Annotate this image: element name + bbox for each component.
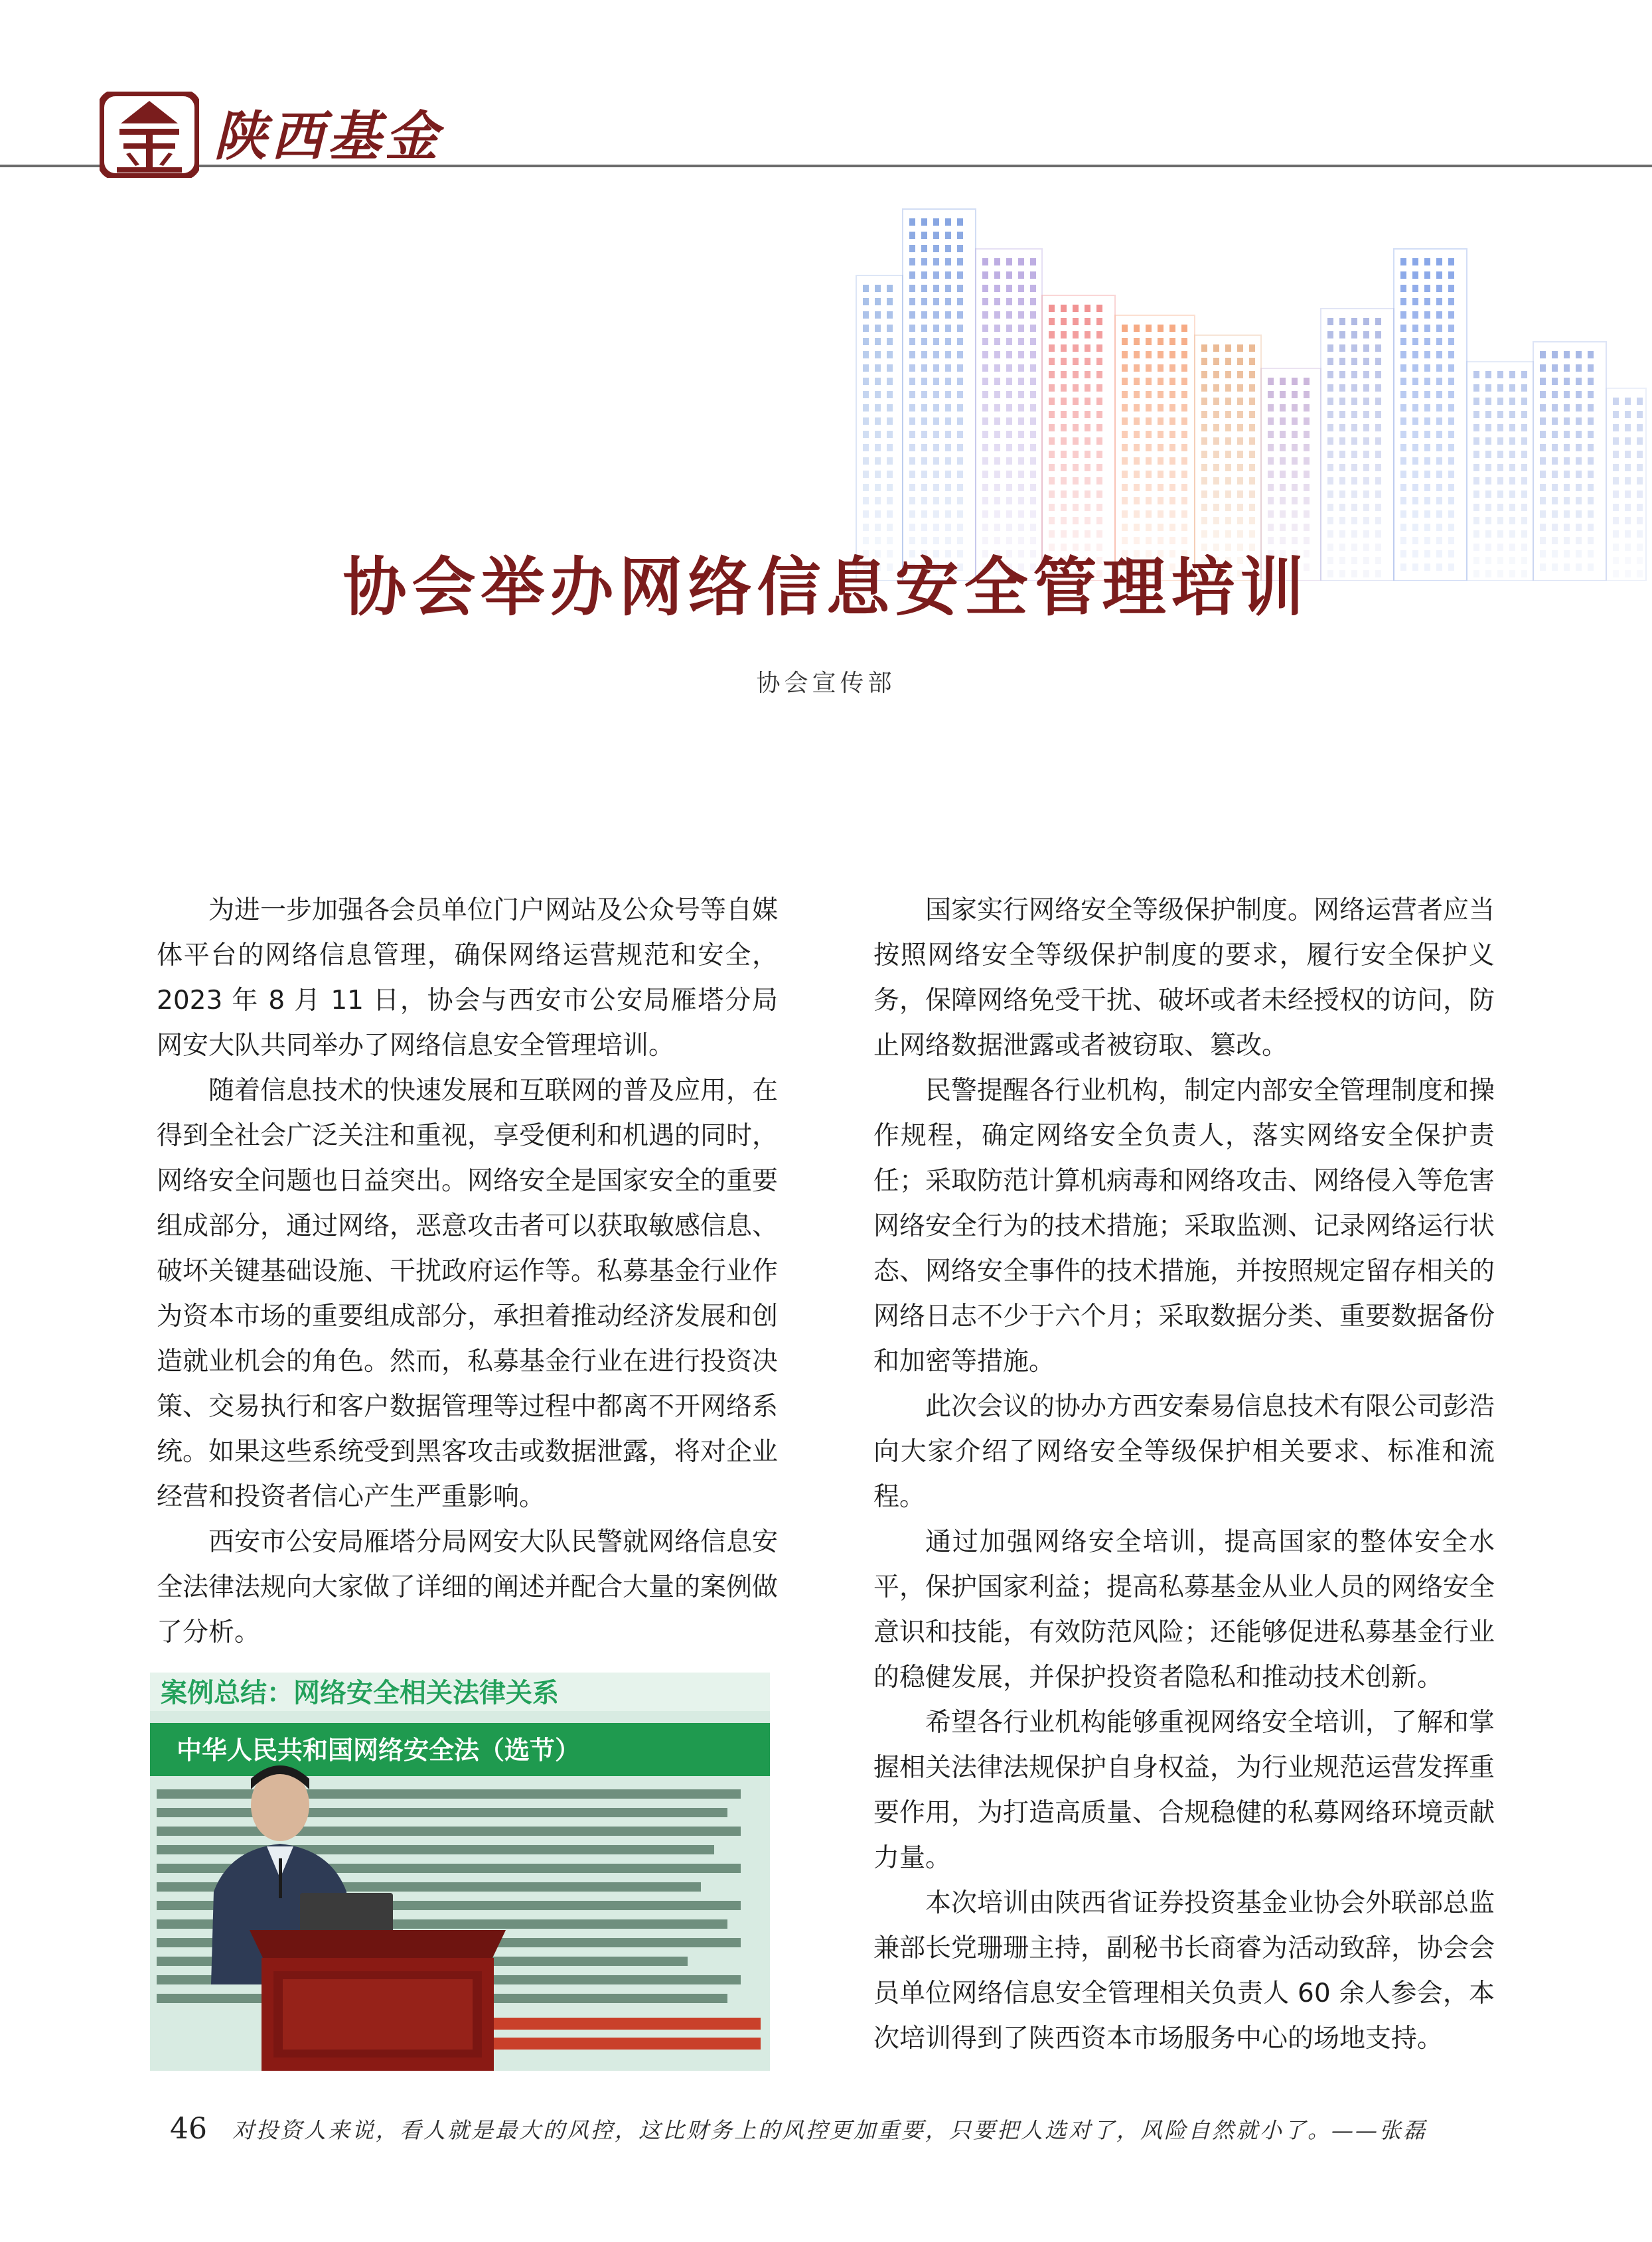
paragraph: 国家实行网络安全等级保护制度。网络运营者应当按照网络安全等级保护制度的要求，履行安全保护义务，保障网络免受干扰、破坏或者未经授权的访问，防止网络数据泄露或者被窃取、篡改。 [873,895,1495,1061]
paragraph: 民警提醒各行业机构，制定内部安全管理制度和操作规程，确定网络安全负责人，落实网络安全保护责任；采取防范计算机病毒和网络攻击、网络侵入等危害网络安全行为的技术措施；采取监测、记录网络运行状态、网络安全事件的技术措施，并按照规定留存相关的网络日志不少于六个月；采取数据分类、重要数据备份和加密等措施。 [873,1076,1495,1377]
left-column [157,888,778,1655]
training-photo [150,1673,770,2071]
skyline-building [856,275,903,581]
skyline-building [1394,249,1467,581]
magazine-name: 陕西基金 [214,105,442,167]
skyline-building [1115,315,1195,581]
skyline-building [976,249,1042,581]
magazine-logo-emblem [100,92,199,178]
paragraph: 为进一步加强各会员单位门户网站及公众号等自媒体平台的网络信息管理，确保网络运营规范和安全，2023 年 8 月 11 日，协会与西安市公安局雁塔分局网安大队共同举办了网络信息安全管理培训。 [157,895,779,1061]
footer-quote: 对投资人来说，看人就是最大的风控，这比财务上的风控更加重要，只要把人选对了，风险自然就小了。——张磊 [232,2117,1427,2143]
paragraph: 本次培训由陕西省证券投资基金业协会外联部总监兼部长党珊珊主持，副秘书长商睿为活动致辞，协会会员单位网络信息安全管理相关负责人 60 余人参会，本次培训得到了陕西资本市场服务中心的场地支持。 [873,1888,1495,2054]
paragraph: 通过加强网络安全培训，提高国家的整体安全水平，保护国家利益；提高私募基金从业人员的网络安全意识和技能，有效防范风险；还能够促进私募基金行业的稳健发展，并保护投资者隐私和推动技术创新。 [873,1527,1495,1692]
page-number: 46 [170,2112,207,2146]
paragraph: 随着信息技术的快速发展和互联网的普及应用，在得到全社会广泛关注和重视，享受便利和机遇的同时，网络安全问题也日益突出。网络安全是国家安全的重要组成部分，通过网络，恶意攻击者可以获取敏感信息、破坏关键基础设施、干扰政府运作等。私募基金行业作为资本市场的重要组成部分，承担着推动经济发展和创造就业机会的角色。然而，私募基金行业在进行投资决策、交易执行和客户数据管理等过程中都离不开网络系统。如果这些系统受到黑客攻击或数据泄露，将对企业经营和投资者信心产生严重影响。 [157,1076,779,1512]
paragraph: 此次会议的协办方西安秦易信息技术有限公司彭浩向大家介绍了网络安全等级保护相关要求、标准和流程。 [873,1392,1495,1512]
skyline-building [1321,309,1394,581]
skyline-building [1042,295,1115,581]
paragraph: 希望各行业机构能够重视网络安全培训，了解和掌握相关法律法规保护自身权益，为行业规范运营发挥重要作用，为打造高质量、合规稳健的私募网络环境贡献力量。 [873,1708,1495,1873]
article-byline: 协会宣传部 [756,670,896,697]
slide-subheading: 中华人民共和国网络安全法（选节） [177,1736,581,1765]
article-title: 协会举办网络信息安全管理培训 [342,550,1310,625]
skyline-building [903,209,976,581]
paragraph: 西安市公安局雁塔分局网安大队民警就网络信息安全法律法规向大家做了详细的阐述并配合大量的案例做了分析。 [157,1527,779,1647]
right-column [873,888,1495,2061]
city-skyline-illustration [850,169,1652,581]
slide-heading: 案例总结：网络安全相关法律关系 [161,1678,559,1708]
